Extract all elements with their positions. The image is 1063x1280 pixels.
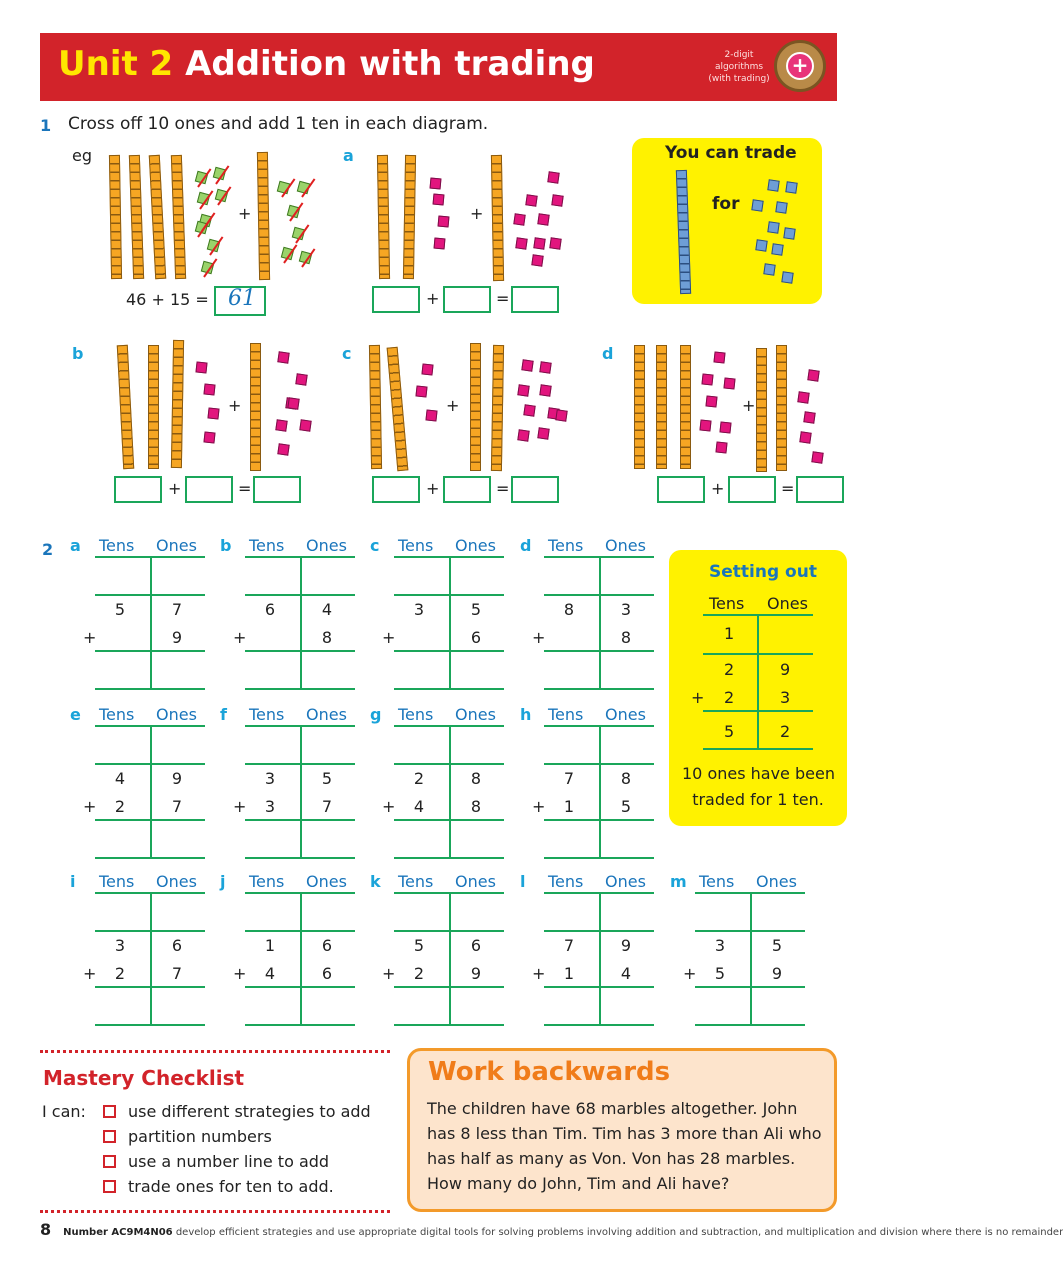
- tens-header: Tens: [99, 536, 135, 555]
- top-ones-digit: 5: [470, 600, 482, 619]
- tens-ones-grid: [532, 536, 654, 696]
- grid-divider: [300, 725, 302, 857]
- ten-rod: [148, 345, 159, 469]
- ten-rod: [756, 348, 767, 472]
- mastery-item-trade-ones: trade ones for ten to add.: [128, 1177, 334, 1196]
- top-tens-digit: 5: [114, 600, 126, 619]
- blue-unit-cube: [767, 221, 779, 233]
- answer-box-d-3[interactable]: [796, 476, 844, 503]
- unit-cube: [807, 369, 819, 381]
- bottom-tens-digit: 4: [413, 797, 425, 816]
- plus-sign: +: [228, 396, 242, 415]
- ten-rod: [149, 155, 166, 279]
- unit-number: Unit 2: [58, 44, 174, 84]
- bottom-ones-digit: 7: [321, 797, 333, 816]
- ten-rod: [491, 345, 504, 471]
- answer-box-b-2[interactable]: [185, 476, 233, 503]
- plus-sign: +: [532, 964, 546, 983]
- unit-cube: [295, 373, 307, 385]
- ten-rod: [680, 345, 691, 469]
- tens-header: Tens: [398, 705, 434, 724]
- grid-line: [544, 1024, 654, 1026]
- blue-unit-cube: [771, 243, 783, 255]
- example-label: eg: [72, 146, 92, 165]
- bottom-ones-digit: 8: [321, 628, 333, 647]
- plus-sign: +: [382, 797, 396, 816]
- tens-header: Tens: [398, 536, 434, 555]
- grid-divider: [750, 892, 752, 1024]
- unit-cube: [517, 429, 529, 441]
- grid-line: [695, 1024, 805, 1026]
- setting-out-tens-header: Tens: [709, 594, 745, 613]
- unit-cube: [803, 411, 815, 423]
- grid-divider: [599, 725, 601, 857]
- unit-cube: [515, 237, 527, 249]
- tens-header: Tens: [99, 872, 135, 891]
- answer-equals: =: [496, 289, 510, 308]
- grid-line: [95, 857, 205, 859]
- problem-label: m: [670, 872, 687, 891]
- tens-header: Tens: [249, 536, 285, 555]
- top-ones-digit: 5: [321, 769, 333, 788]
- unit-cube: [551, 194, 563, 206]
- tens-ones-grid: [532, 872, 654, 1032]
- tens-ones-grid: [382, 705, 504, 865]
- question-1-number: 1: [40, 116, 52, 135]
- grid-divider: [449, 892, 451, 1024]
- problem-label: f: [220, 705, 227, 724]
- unit-cube: [701, 373, 713, 385]
- grid-divider: [300, 556, 302, 688]
- answer-plus: +: [168, 479, 182, 498]
- blue-unit-cube: [763, 263, 775, 275]
- top-tens-digit: 3: [714, 936, 726, 955]
- unit-cube: [537, 427, 549, 439]
- ten-rod: [117, 345, 134, 469]
- bottom-ones-digit: 9: [771, 964, 783, 983]
- unit-cube: [195, 361, 207, 373]
- grid-line: [394, 688, 504, 690]
- trade-panel-title: You can trade: [665, 143, 797, 163]
- grid-divider: [449, 556, 451, 688]
- unit-cube: [203, 383, 215, 395]
- problem-label: j: [220, 872, 226, 891]
- bottom-ones-digit: 8: [620, 628, 632, 647]
- diagram-label-c: c: [342, 344, 352, 363]
- top-tens-digit: 7: [563, 769, 575, 788]
- unit-cube: [521, 359, 533, 371]
- top-tens-digit: 6: [264, 600, 276, 619]
- ten-rod: [387, 347, 409, 471]
- answer-box-c-1[interactable]: [372, 476, 420, 503]
- tens-ones-grid: [233, 705, 355, 865]
- unit-cube: [799, 431, 811, 443]
- answer-box-a-2[interactable]: [443, 286, 491, 313]
- work-backwards-title: Work backwards: [428, 1057, 671, 1087]
- page-number: 8: [40, 1220, 52, 1239]
- answer-plus: +: [711, 479, 725, 498]
- setting-out-result-tens: 5: [724, 722, 735, 741]
- setting-out-caption-2: traded for 1 ten.: [692, 790, 824, 809]
- bottom-tens-digit: 2: [114, 964, 126, 983]
- ten-rod: [250, 343, 261, 471]
- top-tens-digit: 7: [563, 936, 575, 955]
- mastery-item-partition: partition numbers: [128, 1127, 272, 1146]
- problem-label: i: [70, 872, 76, 891]
- problem-label: a: [70, 536, 81, 555]
- tens-header: Tens: [548, 536, 584, 555]
- tens-header: Tens: [398, 872, 434, 891]
- answer-box-c-2[interactable]: [443, 476, 491, 503]
- problem-label: e: [70, 705, 81, 724]
- mastery-item-strategies: use different strategies to add: [128, 1102, 371, 1121]
- ten-rod: [403, 155, 416, 279]
- page-footer: [40, 1220, 1063, 1239]
- top-tens-digit: 5: [413, 936, 425, 955]
- top-tens-digit: 3: [264, 769, 276, 788]
- question-2-number: 2: [42, 540, 54, 559]
- bottom-ones-digit: 9: [470, 964, 482, 983]
- unit-cube: [203, 431, 215, 443]
- ten-rod: [377, 155, 390, 279]
- tens-header: Tens: [99, 705, 135, 724]
- tens-header: Tens: [548, 705, 584, 724]
- grid-line: [394, 857, 504, 859]
- grid-divider: [449, 725, 451, 857]
- problem-label: k: [370, 872, 381, 891]
- diagram-label-a: a: [343, 146, 354, 165]
- ten-rod: [491, 155, 504, 281]
- unit-cube: [713, 351, 725, 363]
- bottom-ones-digit: 7: [171, 797, 183, 816]
- setting-out-plus: +: [691, 688, 705, 707]
- tens-ones-grid: [233, 536, 355, 696]
- unit-cube: [723, 377, 735, 389]
- ten-rod: [129, 155, 144, 279]
- unit-cube: [433, 194, 445, 206]
- plus-sign: +: [83, 797, 97, 816]
- page-title: [58, 44, 595, 84]
- bottom-tens-digit: 3: [264, 797, 276, 816]
- example-answer: 61: [228, 286, 256, 311]
- unit-cube: [539, 361, 551, 373]
- topic-note: 2-digit algorithms (with trading): [708, 50, 770, 84]
- trade-panel-for: for: [712, 194, 740, 214]
- ones-header: Ones: [306, 705, 347, 724]
- unit-cube: [421, 363, 433, 375]
- bottom-tens-digit: 5: [714, 964, 726, 983]
- plus-sign: +: [742, 396, 756, 415]
- plus-sign: +: [233, 797, 247, 816]
- top-tens-digit: 3: [114, 936, 126, 955]
- blue-unit-cube: [751, 199, 763, 211]
- answer-box-d-2[interactable]: [728, 476, 776, 503]
- grid-divider: [599, 892, 601, 1024]
- setting-out-carry: 1: [724, 624, 735, 643]
- top-ones-digit: 9: [620, 936, 632, 955]
- plus-sign: +: [532, 797, 546, 816]
- ones-header: Ones: [455, 705, 496, 724]
- tens-ones-grid: [233, 872, 355, 1032]
- ones-header: Ones: [306, 872, 347, 891]
- ones-header: Ones: [605, 705, 646, 724]
- example-equation: 46 + 15 =: [126, 290, 209, 309]
- answer-box-a-1[interactable]: [372, 286, 420, 313]
- diagram-label-b: b: [72, 344, 84, 363]
- setting-out-divider: [757, 614, 759, 748]
- problem-label: b: [220, 536, 232, 555]
- bottom-ones-digit: 6: [321, 964, 333, 983]
- top-tens-digit: 3: [413, 600, 425, 619]
- setting-out-row1-ones: 9: [780, 660, 791, 679]
- unit-cube: [207, 407, 219, 419]
- tens-ones-grid: [683, 872, 805, 1032]
- problem-label: l: [520, 872, 526, 891]
- unit-cube: [549, 237, 561, 249]
- unit-title: Addition with trading: [185, 44, 595, 84]
- plus-sign: +: [233, 628, 247, 647]
- top-tens-digit: 4: [114, 769, 126, 788]
- blue-unit-cube: [755, 239, 767, 251]
- unit-cube: [277, 443, 289, 455]
- tens-ones-grid: [83, 536, 205, 696]
- answer-plus: +: [426, 479, 440, 498]
- tens-header: Tens: [249, 872, 285, 891]
- problem-label: d: [520, 536, 532, 555]
- top-ones-digit: 6: [321, 936, 333, 955]
- unit-cube: [415, 385, 427, 397]
- answer-equals: =: [496, 479, 510, 498]
- checkbox-trade-ones[interactable]: [103, 1180, 116, 1193]
- setting-out-result-ones: 2: [780, 722, 791, 741]
- setting-out-title: Setting out: [709, 562, 817, 582]
- unit-cube: [430, 178, 442, 190]
- top-ones-digit: 9: [171, 769, 183, 788]
- answer-equals: =: [238, 479, 252, 498]
- addition-badge-icon: [774, 40, 826, 92]
- plus-sign: +: [446, 396, 460, 415]
- unit-cube: [699, 419, 711, 431]
- mastery-item-number-line: use a number line to add: [128, 1152, 330, 1171]
- plus-sign: +: [238, 204, 252, 223]
- blue-unit-cube: [783, 227, 795, 239]
- tens-ones-grid: [83, 872, 205, 1032]
- plus-sign: +: [532, 628, 546, 647]
- ten-rod: [171, 340, 184, 468]
- grid-divider: [150, 725, 152, 857]
- ten-rod: [109, 155, 122, 279]
- setting-out-row1-tens: 2: [724, 660, 735, 679]
- top-ones-digit: 8: [620, 769, 632, 788]
- grid-line: [544, 857, 654, 859]
- blue-unit-cube: [781, 271, 793, 283]
- unit-cube: [277, 351, 289, 363]
- unit-cube: [523, 404, 535, 416]
- bottom-ones-digit: 9: [171, 628, 183, 647]
- unit-cube: [434, 238, 446, 250]
- unit-cube: [537, 213, 549, 225]
- ones-header: Ones: [306, 536, 347, 555]
- grid-line: [95, 688, 205, 690]
- grid-divider: [599, 556, 601, 688]
- diagram-label-d: d: [602, 344, 614, 363]
- tens-ones-grid: [382, 536, 504, 696]
- top-tens-digit: 1: [264, 936, 276, 955]
- problem-label: h: [520, 705, 532, 724]
- curriculum-code: Number AC9M4N06: [63, 1227, 173, 1238]
- blue-unit-cube: [785, 181, 797, 193]
- mastery-checklist-title: Mastery Checklist: [43, 1066, 245, 1090]
- unit-cube: [275, 419, 287, 431]
- bottom-ones-digit: 4: [620, 964, 632, 983]
- ten-rod: [257, 152, 270, 280]
- bottom-ones-digit: 5: [620, 797, 632, 816]
- plus-sign: +: [83, 964, 97, 983]
- bottom-tens-digit: 2: [413, 964, 425, 983]
- bottom-tens-digit: 4: [264, 964, 276, 983]
- unit-cube: [425, 409, 437, 421]
- setting-out-row2-tens: 2: [724, 688, 735, 707]
- ten-rod: [470, 343, 481, 471]
- blue-unit-cube: [775, 201, 787, 213]
- unit-cube: [513, 213, 525, 225]
- answer-box-b-1[interactable]: [114, 476, 162, 503]
- plus-icon: +: [786, 52, 814, 80]
- unit-cube: [539, 384, 551, 396]
- setting-out-caption-1: 10 ones have been: [682, 764, 835, 783]
- bottom-tens-digit: 1: [563, 964, 575, 983]
- answer-box-a-3[interactable]: [511, 286, 559, 313]
- ten-rod: [776, 345, 787, 471]
- setting-out-ones-header: Ones: [767, 594, 808, 613]
- divider-top: [40, 1050, 390, 1053]
- plus-sign: +: [382, 964, 396, 983]
- tens-header: Tens: [548, 872, 584, 891]
- ones-header: Ones: [605, 536, 646, 555]
- curriculum-text: develop efficient strategies and use appropriate digital tools for solving problems involving addition and subtraction, and multiplication and division where there is no remainder: [175, 1227, 1063, 1238]
- unit-cube: [797, 391, 809, 403]
- ones-header: Ones: [756, 872, 797, 891]
- tens-ones-grid: [382, 872, 504, 1032]
- bottom-ones-digit: 8: [470, 797, 482, 816]
- ten-rod: [656, 345, 667, 469]
- unit-cube: [719, 421, 731, 433]
- setting-out-line: [703, 748, 813, 750]
- blue-unit-cube: [767, 179, 779, 191]
- tens-header: Tens: [249, 705, 285, 724]
- ones-header: Ones: [455, 872, 496, 891]
- bottom-tens-digit: 1: [563, 797, 575, 816]
- unit-cube: [555, 409, 567, 421]
- plus-sign: +: [83, 628, 97, 647]
- unit-cube: [299, 419, 311, 431]
- top-ones-digit: 5: [771, 936, 783, 955]
- ten-rod: [634, 345, 645, 469]
- plus-sign: +: [233, 964, 247, 983]
- tens-ones-grid: [83, 705, 205, 865]
- problem-label: g: [370, 705, 382, 724]
- work-backwards-text: The children have 68 marbles altogether. John has 8 less than Tim. Tim has 3 more than Ali who has half as many as Von. Von has 28 marbles. How many do John, Tim and Ali have?: [427, 1099, 822, 1193]
- unit-cube: [811, 451, 823, 463]
- tens-header: Tens: [699, 872, 735, 891]
- setting-out-row2-ones: 3: [780, 688, 791, 707]
- problem-label: c: [370, 536, 380, 555]
- mastery-lead: I can:: [42, 1102, 86, 1121]
- unit-cube: [531, 254, 543, 266]
- unit-cube: [517, 384, 529, 396]
- top-ones-digit: 4: [321, 600, 333, 619]
- grid-line: [245, 1024, 355, 1026]
- unit-cube: [533, 237, 545, 249]
- answer-box-d-1[interactable]: [657, 476, 705, 503]
- answer-plus: +: [426, 289, 440, 308]
- unit-cube: [287, 397, 299, 409]
- answer-box-c-3[interactable]: [511, 476, 559, 503]
- top-ones-digit: 6: [171, 936, 183, 955]
- bottom-tens-digit: 2: [114, 797, 126, 816]
- answer-equals: =: [781, 479, 795, 498]
- bottom-ones-digit: 7: [171, 964, 183, 983]
- unit-cube: [715, 441, 727, 453]
- checkbox-partition[interactable]: [103, 1130, 116, 1143]
- divider-bottom: [40, 1210, 390, 1213]
- tens-ones-grid: [532, 705, 654, 865]
- ten-rod: [171, 155, 186, 279]
- top-ones-digit: 8: [470, 769, 482, 788]
- top-ones-digit: 3: [620, 600, 632, 619]
- grid-line: [95, 1024, 205, 1026]
- top-ones-digit: 7: [171, 600, 183, 619]
- grid-line: [544, 688, 654, 690]
- unit-cube: [705, 395, 717, 407]
- unit-cube: [525, 194, 537, 206]
- top-tens-digit: 2: [413, 769, 425, 788]
- unit-cube: [547, 171, 559, 183]
- checkbox-strategies[interactable]: [103, 1105, 116, 1118]
- ten-rod: [369, 345, 382, 469]
- grid-line: [245, 688, 355, 690]
- plus-sign: +: [470, 204, 484, 223]
- grid-line: [394, 1024, 504, 1026]
- ones-header: Ones: [156, 705, 197, 724]
- grid-divider: [300, 892, 302, 1024]
- top-ones-digit: 6: [470, 936, 482, 955]
- answer-box-b-3[interactable]: [253, 476, 301, 503]
- grid-divider: [150, 892, 152, 1024]
- unit-cube: [438, 216, 450, 228]
- ones-header: Ones: [455, 536, 496, 555]
- plus-sign: +: [683, 964, 697, 983]
- plus-sign: +: [382, 628, 396, 647]
- ones-header: Ones: [156, 872, 197, 891]
- grid-divider: [150, 556, 152, 688]
- checkbox-number-line[interactable]: [103, 1155, 116, 1168]
- question-1-instruction: Cross off 10 ones and add 1 ten in each diagram.: [68, 114, 489, 134]
- ones-header: Ones: [156, 536, 197, 555]
- bottom-ones-digit: 6: [470, 628, 482, 647]
- ones-header: Ones: [605, 872, 646, 891]
- grid-line: [245, 857, 355, 859]
- top-tens-digit: 8: [563, 600, 575, 619]
